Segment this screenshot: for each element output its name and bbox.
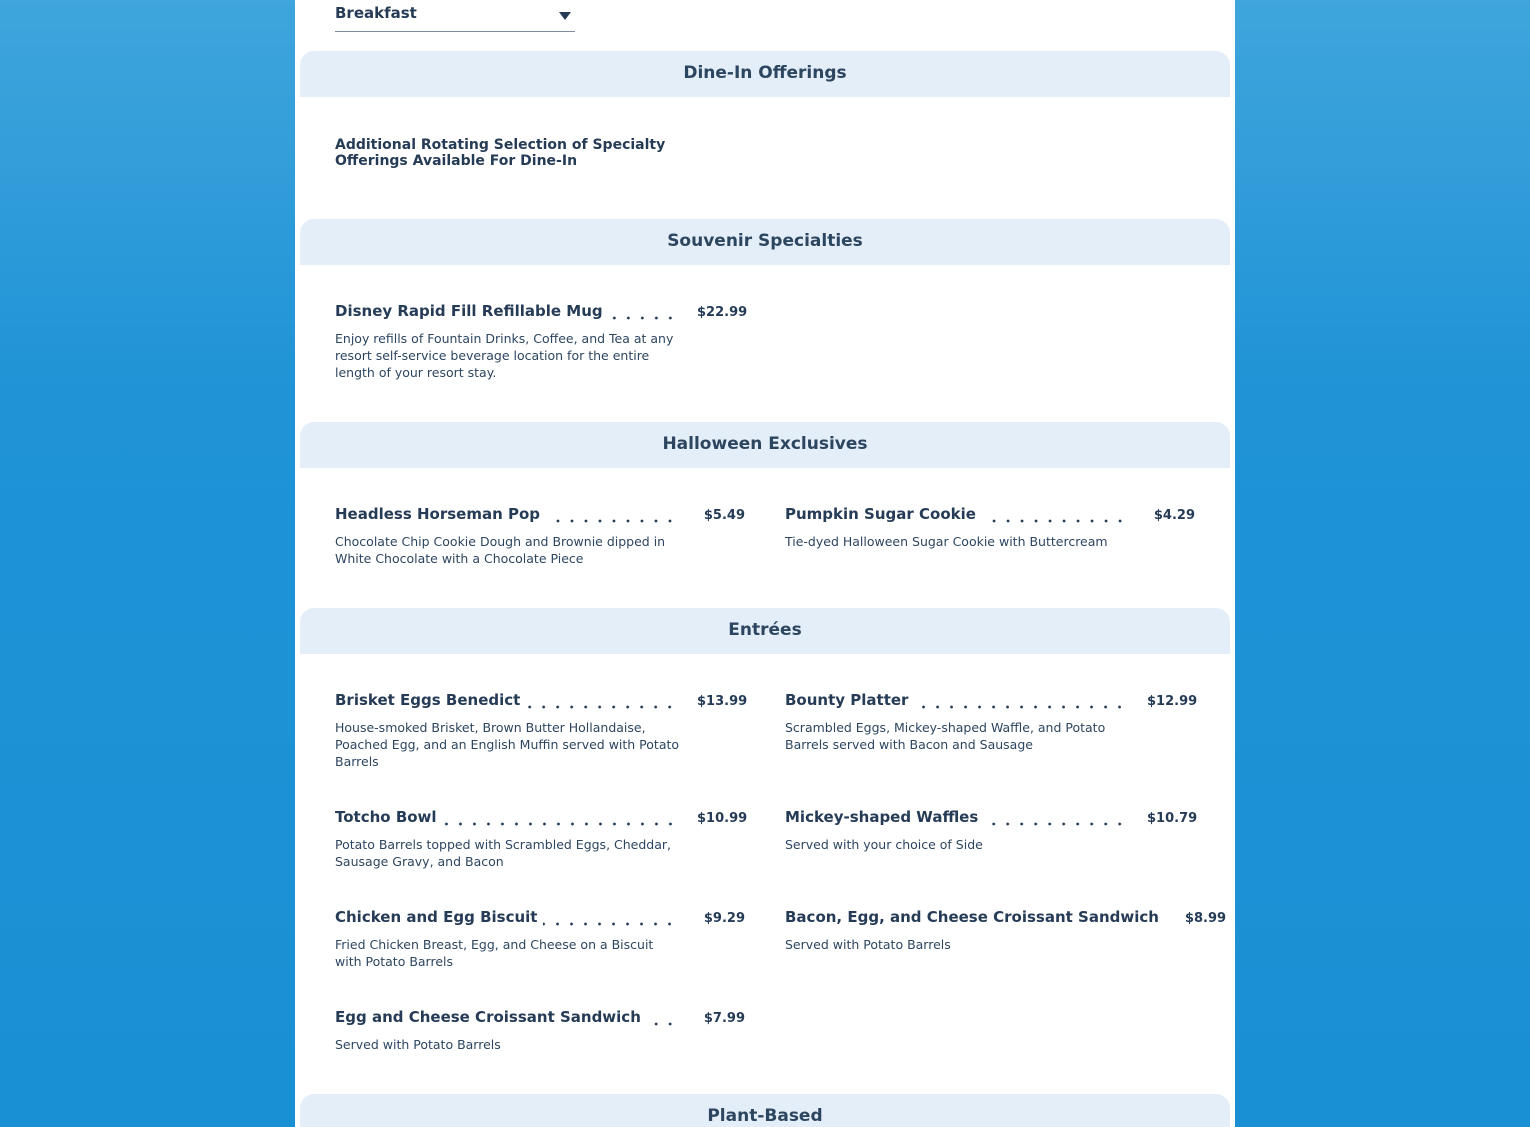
menu-item-price: $4.29: [1153, 508, 1195, 523]
menu-item: [335, 808, 748, 870]
menu-item-name: Bacon, Egg, and Cheese Croissant Sandwich: [785, 908, 1159, 926]
menu-item-price: $5.49: [703, 508, 745, 523]
dot-leader: [546, 511, 677, 523]
menu-item-description: Potato Barrels topped with Scrambled Eggs, Cheddar, Sausage Gravy, and Bacon: [335, 837, 671, 869]
dine-in-note: Additional Rotating Selection of Specialty Offerings Available For Dine-In: [335, 137, 666, 169]
menu-item-name: Brisket Eggs Benedict: [335, 691, 521, 709]
menu-item-description: Served with your choice of Side: [785, 837, 983, 852]
menu-item: [785, 808, 1198, 853]
section-header-plant-based: Plant-Based: [300, 1094, 1230, 1127]
menu-item-price: $7.99: [703, 1011, 745, 1026]
menu-item-name: Mickey-shaped Waffles: [785, 808, 979, 826]
menu-panel: [295, 0, 1235, 1127]
menu-item: [785, 691, 1198, 753]
menu-item-price: $10.99: [697, 811, 748, 826]
section-header-souvenir: Souvenir Specialties: [300, 219, 1230, 265]
dot-leader: [443, 814, 677, 826]
menu-item-name: Headless Horseman Pop: [335, 505, 541, 523]
menu-item-price: $13.99: [697, 694, 748, 709]
menu-item-name: Bounty Platter: [785, 691, 909, 709]
menu-item-name: Totcho Bowl: [335, 808, 437, 826]
menu-item-price: $10.79: [1147, 811, 1198, 826]
menu-item: [785, 908, 1227, 953]
dot-leader: [982, 511, 1127, 523]
meal-period-value: Breakfast: [335, 4, 417, 22]
dot-leader: [984, 814, 1127, 826]
dot-leader: [526, 697, 677, 709]
menu-item-price: $8.99: [1184, 911, 1227, 926]
section-header-dine-in: Dine-In Offerings: [300, 51, 1230, 97]
menu-item-description: Served with Potato Barrels: [335, 1037, 501, 1052]
menu-item: [335, 302, 748, 381]
menu-item: [335, 691, 748, 770]
menu-item-name: Disney Rapid Fill Refillable Mug: [335, 302, 603, 320]
chevron-down-icon: [559, 12, 571, 20]
menu-item-description: Fried Chicken Breast, Egg, and Cheese on a Biscuit with Potato Barrels: [335, 937, 654, 969]
menu-item-description: Tie-dyed Halloween Sugar Cookie with Buttercream: [785, 534, 1108, 549]
dot-leader: [914, 697, 1127, 709]
dot-leader: [647, 1014, 677, 1026]
menu-item-price: $22.99: [697, 305, 748, 320]
section-header-halloween: Halloween Exclusives: [300, 422, 1230, 468]
menu-item-description: Enjoy refills of Fountain Drinks, Coffee, and Tea at any resort self-service beverage location for the entire length of your resort stay.: [335, 331, 674, 380]
menu-item-description: Served with Potato Barrels: [785, 937, 951, 952]
menu-item-description: House-smoked Brisket, Brown Butter Hollandaise, Poached Egg, and an English Muffin served with Potato Barrels: [335, 720, 680, 769]
menu-item-price: $12.99: [1147, 694, 1198, 709]
section-header-entrees: Entrées: [300, 608, 1230, 654]
meal-period-dropdown[interactable]: [335, 0, 575, 32]
menu-item-description: Scrambled Eggs, Mickey-shaped Waffle, and Potato Barrels served with Bacon and Sausage: [785, 720, 1106, 752]
menu-item-description: Chocolate Chip Cookie Dough and Brownie dipped in White Chocolate with a Chocolate Piece: [335, 534, 666, 566]
menu-item: [335, 505, 745, 567]
dot-leader: [609, 308, 677, 320]
menu-item-price: $9.29: [703, 911, 745, 926]
menu-item-name: Chicken and Egg Biscuit: [335, 908, 538, 926]
dot-leader: [543, 914, 677, 926]
menu-item: [335, 908, 745, 970]
menu-item: [785, 505, 1195, 550]
menu-item: [335, 1008, 745, 1053]
menu-item-name: Pumpkin Sugar Cookie: [785, 505, 976, 523]
menu-item-name: Egg and Cheese Croissant Sandwich: [335, 1008, 641, 1026]
